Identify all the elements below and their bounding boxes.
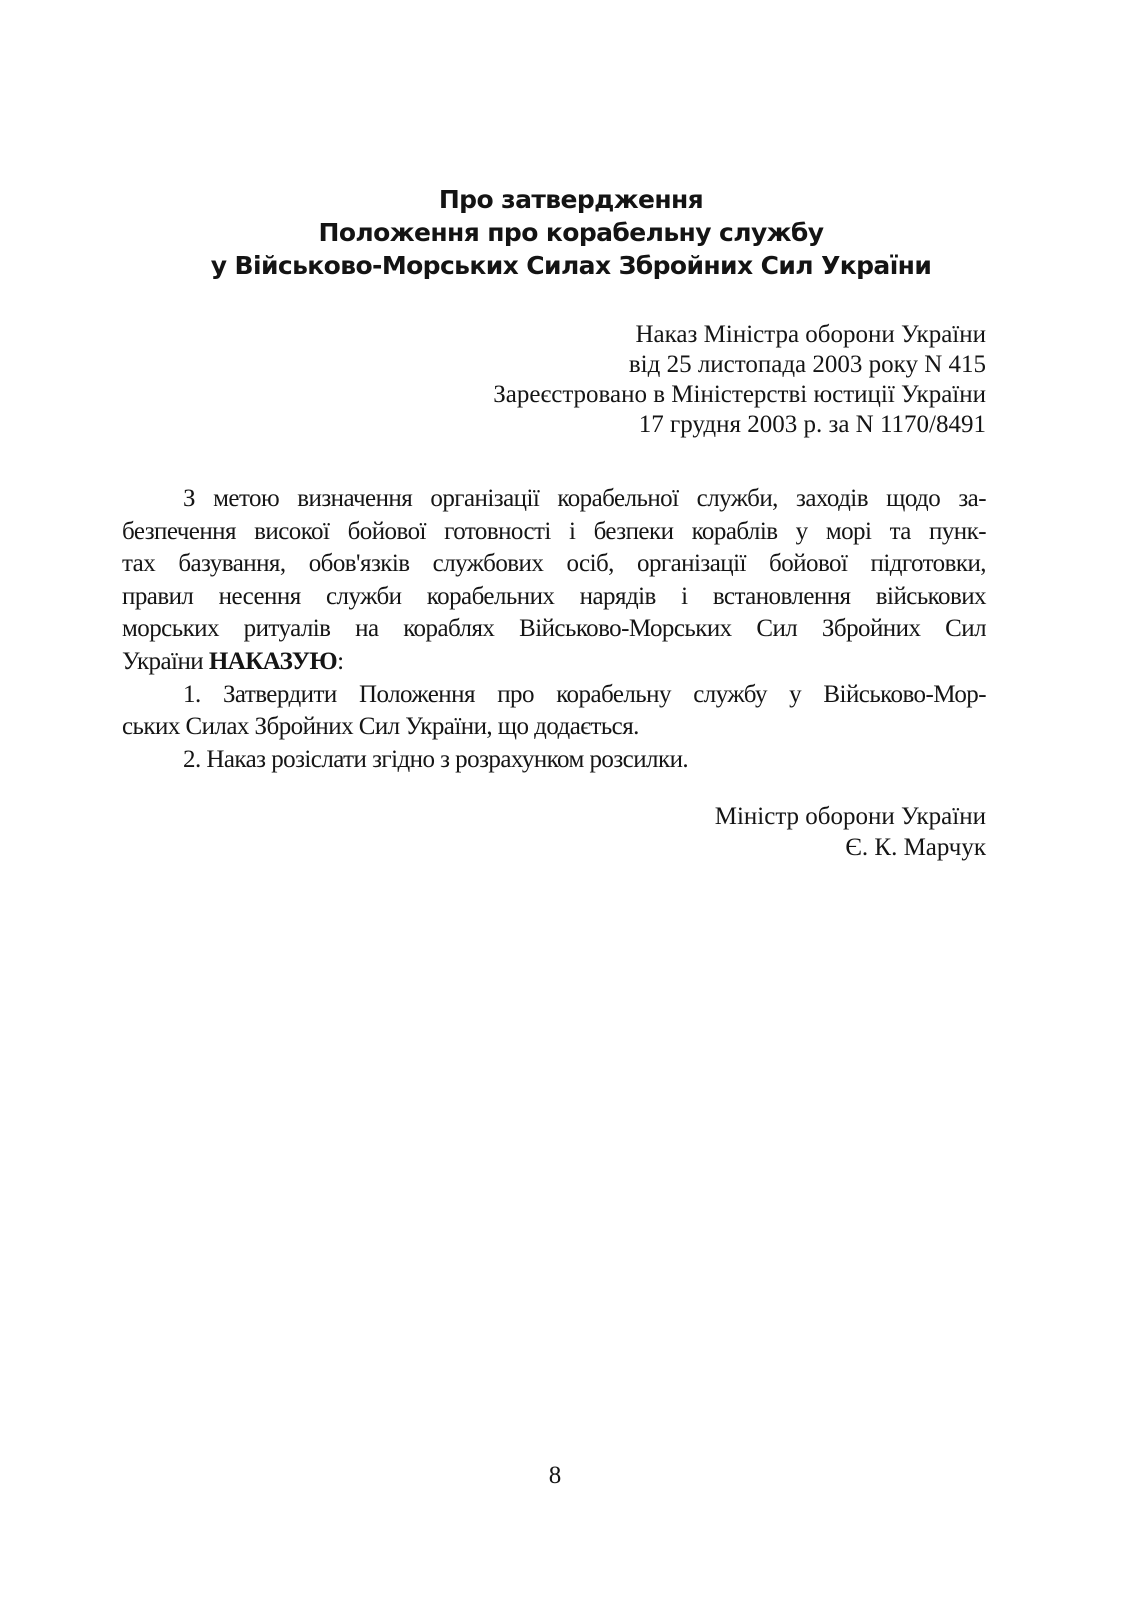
order-item-2: [122, 744, 986, 777]
reference-order-date: від 25 листопада 2003 року N 415: [628, 351, 986, 378]
preamble-paragraph: [122, 483, 986, 679]
preamble-line: правил несення служби корабельних нарядів і встановлення військових: [122, 582, 986, 610]
preamble-line-last: [122, 646, 986, 679]
preamble-line: безпечення високої бойової готовності і безпеки кораблів у морі та пунк-: [122, 517, 986, 545]
order-item-line: ських Силах Збройних Сил України, що додається.: [122, 713, 639, 741]
preamble-line: морських ритуалів на кораблях Військово-Морських Сил Збройних Сил: [122, 615, 986, 643]
signature-block: [715, 801, 986, 863]
page-number: 8: [548, 1462, 562, 1489]
order-item-line: 1. Затвердити Положення про корабельну службу у Військово-Мор-: [183, 680, 986, 708]
order-keyword-suffix: :: [337, 647, 344, 675]
signatory-position: Міністр оборони України: [714, 803, 986, 830]
title-line-2: Положення про корабельну службу: [318, 218, 824, 247]
title-line-3: у Військово-Морських Силах Збройних Сил України: [210, 251, 932, 280]
preamble-line: тах базування, обов'язків службових осіб, організації бойової підготовки,: [122, 550, 986, 578]
signatory-name: Є. К. Марчук: [845, 834, 986, 861]
reference-registration: Зареєстровано в Міністерстві юстиції України: [493, 381, 986, 408]
title-line-1: Про затвердження: [438, 185, 704, 214]
order-item-1: [122, 679, 986, 744]
order-item-line: 2. Наказ розіслати згідно з розрахунком розсилки.: [183, 745, 689, 773]
document-body: [122, 483, 986, 776]
preamble-last-prefix: України: [122, 647, 209, 675]
document-title: [0, 183, 1142, 282]
reference-registration-date: 17 грудня 2003 р. за N 1170/8491: [638, 411, 986, 438]
order-keyword: НАКАЗУЮ: [208, 647, 338, 675]
reference-order-issuer: Наказ Міністра оборони України: [635, 321, 986, 348]
order-reference: [493, 320, 986, 440]
preamble-line: З метою визначення організації корабельної служби, заходів щодо за-: [183, 485, 986, 512]
